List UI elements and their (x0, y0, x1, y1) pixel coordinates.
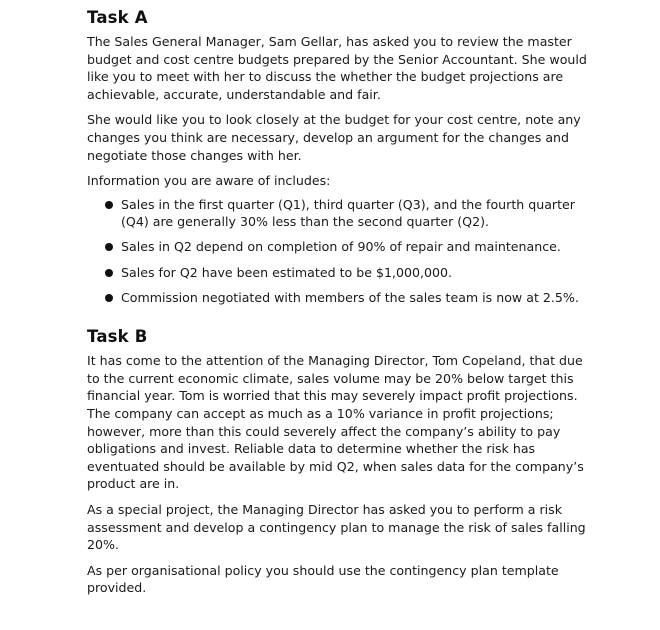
bullet-text: Sales for Q2 have been estimated to be $1,000,000. (121, 264, 453, 280)
task-b-heading: Task B (87, 327, 148, 347)
bullet-item (87, 196, 587, 231)
bullet-text: Sales in the first quarter (Q1), third quarter (Q3), and the fourth quarter (Q4) are generally 30% less than the second quarter (Q2). (121, 196, 575, 230)
task-a-paragraph-3: Information you are aware of includes: (87, 173, 331, 189)
task-a-heading: Task A (87, 8, 148, 27)
task-a-paragraph-2: She would like you to look closely at the budget for your cost centre, note any changes you think are necessary, develop an argument for the changes and negotiate those changes with her. (87, 112, 581, 163)
task-a-paragraph-1: The Sales General Manager, Sam Gellar, has asked you to review the master budget and cost centre budgets prepared by the Senior Accountant. She would like you to meet with her to discuss the whether the budget projections are achievable, accurate, understandable and fair. (87, 34, 587, 102)
bullet-dot-icon (105, 243, 113, 251)
task-a-bullet-list (87, 196, 587, 306)
bullet-item (87, 264, 587, 282)
bullet-text: Sales in Q2 depend on completion of 90% of repair and maintenance. (121, 239, 561, 255)
bullet-item (87, 238, 587, 256)
task-b-paragraph-2: As a special project, the Managing Director has asked you to perform a risk assessment and develop a contingency plan to manage the risk of sales falling 20%. (87, 501, 586, 553)
task-b-section (87, 327, 587, 597)
bullet-item (87, 289, 587, 307)
bullet-dot-icon (105, 294, 113, 302)
task-a-section (87, 8, 587, 306)
bullet-text: Commission negotiated with members of the sales team is now at 2.5%. (121, 289, 579, 305)
task-b-paragraph-3: As per organisational policy you should use the contingency plan template provided. (87, 562, 559, 596)
task-b-paragraph-1: It has come to the attention of the Managing Director, Tom Copeland, that due to the current economic climate, sales volume may be 20% below target this financial year. Tom is worried that this may severely impact profit projections. The company can accept as much as a 10% variance in profit projections; however, more than this could severely affect the company’s ability to pay obligations and invest. Reliable data to determine whether the risk has eventuated should be available by mid Q2, when sales data for the company’s product are in. (87, 353, 584, 492)
document-content (87, 6, 587, 597)
bullet-dot-icon (105, 269, 113, 277)
bullet-dot-icon (105, 201, 113, 209)
